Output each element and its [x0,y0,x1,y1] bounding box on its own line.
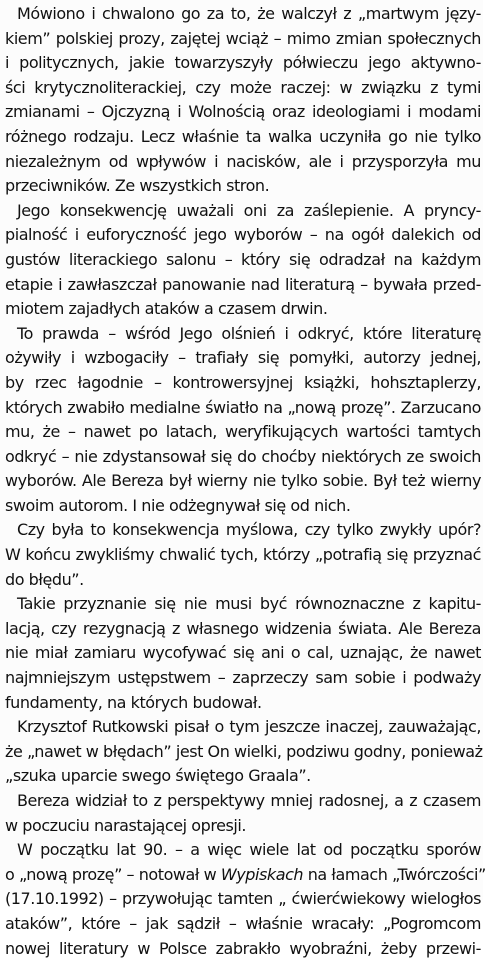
text-line: ataków”, które – jak sądził – właśnie wracały: „Pogromcom [5,913,481,933]
text-line: Bereza widział to z perspektywy mniej radosnej, a z czasem [17,791,481,810]
text-line: najmniejszym ustępstwem – zaprzeczy sam sobie i podważy [5,668,481,688]
text-line: wyborów. Ale Bereza był wierny nie tylko sobie. Był też wierny [5,471,481,491]
text-line: etapie i zawłaszczał panowanie nad literaturą – bywała przed- [5,274,481,294]
paragraph-6 [5,715,481,789]
text-line: Jego konsekwencję uważali oni za zaślepienie. A pryncy- [17,200,481,220]
text-line: lacją, czy rezygnacją z własnego widzenia świata. Ale Bereza [5,618,481,638]
text-line: by rzec łagodnie – kontrowersyjnej książki, hohsztaplerzy, [5,372,481,392]
paragraph-4 [5,518,481,592]
paragraph-5 [5,592,481,715]
text-line: ści krytycznoliterackiej, czy może raczej: w związku z tymi [5,77,481,97]
text-line: Czy była to konsekwencja myślowa, czy tylko zwykły upór? [17,520,481,540]
text-line: fundamenty, na których budował. [5,692,262,712]
text-line: Mówiono i chwalono go za to, że walczył z „martwym języ- [17,4,481,23]
paragraph-8 [5,838,486,961]
text-line: miotem zajadłych ataków a czasem drwin. [5,299,328,319]
text-line: Takie przyznanie się nie musi być równoznaczne z kapitu- [17,594,481,614]
italic-title: Wypiskach [220,864,304,884]
text-line: mu, że – nawet po latach, weryfikujących wartości tamtych [5,422,481,442]
text-line: że „nawet w błędach” jest On wielki, podziwu godny, ponieważ [5,741,483,761]
paragraph-2 [5,199,481,322]
text-line: i politycznych, jakie towarzyszyły półwieczu jego aktywno- [5,53,481,73]
text-line: Krzysztof Rutkowski pisał o tym jeszcze inaczej, zauważając, [17,717,481,737]
text-line: niezależnym od wpływów i nacisków, ale i przysporzyła mu [5,151,481,171]
text-line: ożywiły i wzbogaciły – trafiały się pomyłki, autorzy jednej, [5,348,481,368]
text-line: swoim autorom. I nie odżegnywał się od nich. [5,495,351,515]
text-line: nowej literatury w Polsce zabrakło wyobraźni, żeby przewi- [5,938,481,958]
text-line: „szuka uparcie swego świętego Graala”. [5,766,311,786]
text-line: do błędu”. [5,569,84,589]
text-line: gustów literackiego salonu – który się odradzał na każdym [5,249,481,269]
text-line: przeciwników. Ze wszystkich stron. [5,176,270,196]
text-line: (17.10.1992) – przywołując tamten „ ćwierćwiekowy wielogłos [5,889,481,909]
article-text [5,2,486,961]
text-line: różnego rodzaju. Lecz właśnie ta walka uczyniła go nie tylko [5,126,481,146]
text-line: nie miał zamiaru wycofywać się ani o cal, uznając, że nawet [5,643,481,663]
text-line: W końcu zwykliśmy chwalić tych, którzy „potrafią się przyznać [5,545,481,565]
text-line: W początku lat 90. – a więc wiele lat od początku sporów [17,840,481,860]
paragraph-1 [5,2,481,199]
text-line: odkryć – nie zdystansował się do choćby niektórych ze swoich [5,446,481,466]
text-line: których zwabiło medialne światło na „nową prozę”. Zarzucano [5,397,481,417]
text-line: To prawda – wśród Jego olśnień i odkryć, które literaturę [17,323,481,343]
paragraph-3 [5,322,481,519]
text-line: pialność i euforyczność jego wyborów – na ogół dalekich od [5,225,481,245]
text-line: kiem” polskiej prozy, zajętej wciąż – mimo zmian społecznych [5,28,481,48]
text-line: zmianami – Ojczyzną i Wolnością oraz ideologiami i modami [5,102,481,122]
text-line: w poczuciu narastającej opresji. [5,815,247,835]
paragraph-7 [5,789,481,838]
text-line-with-italic-title: o „nową prozę” – notował w Wypiskach na łamach „Twórczości” [5,864,486,884]
